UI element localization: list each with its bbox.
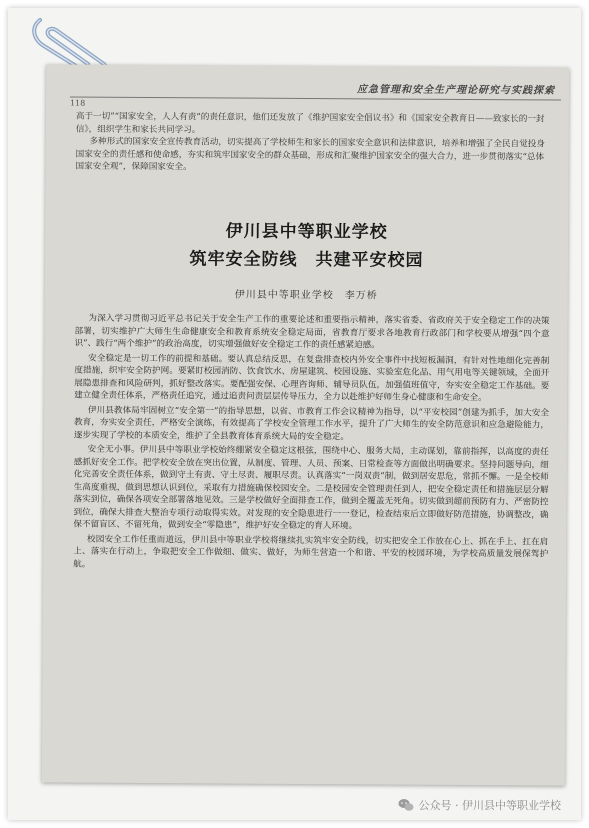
watermark-text: 公众号 · 伊川县中等职业学校 xyxy=(418,799,561,812)
running-header: 应急管理和安全生产理论研究与实践探索 xyxy=(357,84,556,97)
article-title-line1: 伊川县中等职业学校 xyxy=(225,221,388,243)
body-paragraph: 校园安全工作任重而道远，伊川县中等职业学校将继续扎实筑牢安全防线，切实把安全工作放在心上、抓在手上、扛在肩上、落实在行动上，争取把安全工作做细、做实、做好，为师生营造一个和谐、平安的校园环境，为学校高质量发展保驾护航。 xyxy=(73,534,549,570)
intro-section xyxy=(76,111,551,176)
body-paragraph: 伊川县教体局牢固树立“安全第一”的指导思想，以省、市教育工作会议精神为指导，以“平安校园”创建为抓手，加大安全教育，夯实安全责任，严格安全演练，有效提高了学校安全管理工作水平，提升了广大师生的安全防范意识和应急避险能力，逐步实现了学校的本质安全，维护了全县教育体育系统大局的安全稳定。 xyxy=(73,405,550,442)
page-number: 118 xyxy=(69,98,86,108)
article-body xyxy=(73,313,550,576)
body-paragraph: 安全无小事。伊川县中等职业学校始终绷紧安全稳定这根弦，围绕中心、服务大局，主动谋划，靠前指挥，以高度的责任感抓好安全工作。把学校安全放在突出位置，从制度、管理、人员、预案、日常检查等方面做出明确要求。坚持问题导向，细化完善安全责任体系，做到守土有责、守土尽责、履职尽责。认真落实“一岗双责”制，做到居安思危，常抓不懈。一是全校师生高度重视，做到思想认识到位，采取有力措施确保校园安全。二是校园安全管理责任到人，把安全稳定责任和措施层层分解落实到位，确保各项安全部署落地见效。三是学校做好全面排查工作，做到全覆盖无死角。切实做到超前预防有力、严密防控到位，确保大排查大整治专项行动取得实效。对发现的安全隐患进行一一登记，检查结束后立即做好防范措施，协调整改，确保不留盲区、不留死角，做到安全“零隐患”，维护好安全稳定的育人环境。 xyxy=(73,444,549,532)
article-title-line2: 筑牢安全防线 共建平安校园 xyxy=(189,249,424,271)
article-byline: 伊川县中等职业学校 李万桥 xyxy=(234,289,378,302)
wechat-icon xyxy=(398,798,414,812)
photo-frame xyxy=(8,8,581,820)
intro-paragraph: 高于一切”“国家安全，人人有责”的责任意识，他们还发放了《维护国家安全倡议书》和《国家安全教育日——致家长的一封信》，组织学生和家长共同学习。 xyxy=(75,111,545,135)
wechat-watermark xyxy=(398,796,562,814)
article-title xyxy=(45,216,568,275)
magazine-page xyxy=(42,64,569,785)
header-rule xyxy=(70,97,561,101)
body-paragraph: 安全稳定是一切工作的前提和基础。要认真总结反思，在复盘排查校内外安全事件中找短板漏洞，有针对性地细化完善制度措施，织牢安全防护网。要紧盯校园消防、饮食饮水、房屋建筑、校园设施、实验室危化品、用气用电等关键领域，全面开展隐患排查和风险研判，抓好整改落实。要配强安保、心理咨询师、辅导员队伍，加强值班值守，夯实安全稳定工作基础。要建立健全责任体系，严格责任追究，通过追责问责层层传导压力，全力以赴维护好师生身心健康和生命安全。 xyxy=(74,353,550,404)
intro-paragraph: 多种形式的国家安全宣传教育活动，切实提高了学校师生和家长的国家安全意识和法律意识，培养和增强了全民自觉投身国家安全的责任感和使命感，夯实和筑牢国家安全的群众基础，形成和汇聚维护国家安全的强大合力，进一步贯彻落实“总体国家安全观”，保障国家安全。 xyxy=(75,136,545,173)
body-paragraph: 为深入学习贯彻习近平总书记关于安全生产工作的重要论述和重要指示精神，落实省委、省政府关于安全稳定工作的决策部署，切实维护广大师生生命健康安全和教育系统安全稳定局面，省教育厅要求各地教育行政部门和学校要从增强“四个意识”、践行“两个维护”的政治高度，切实增强做好安全稳定工作的责任感紧迫感。 xyxy=(74,313,550,351)
